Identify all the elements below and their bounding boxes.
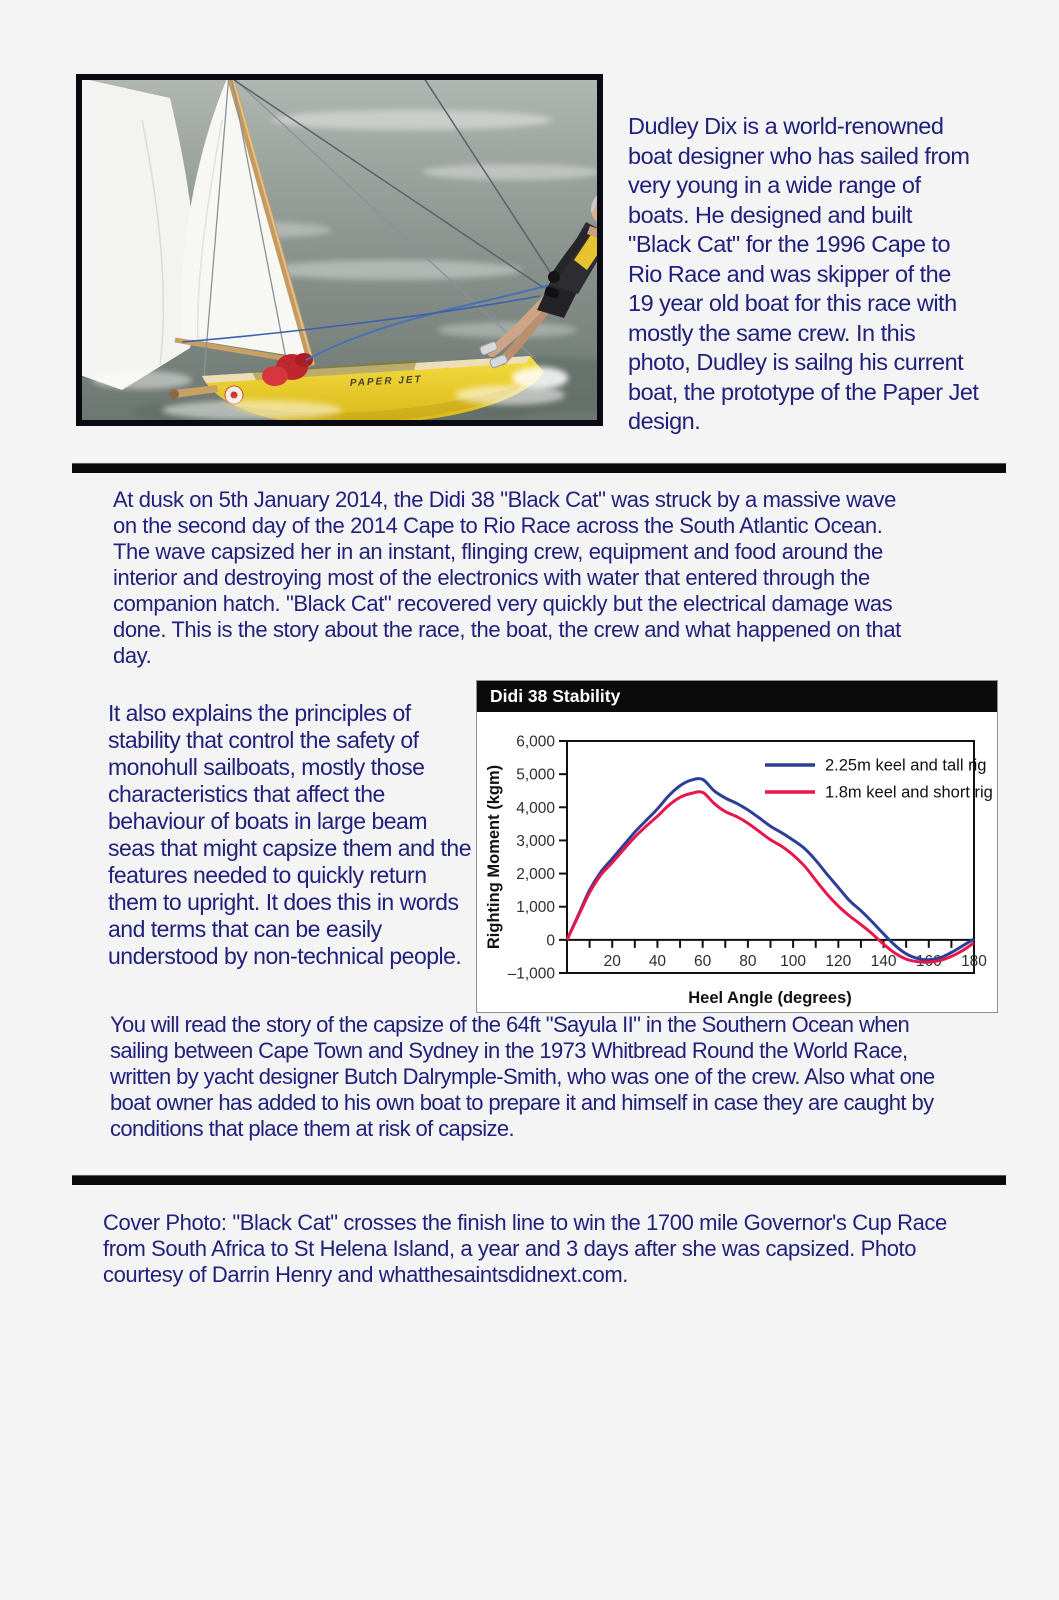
cover-photo-caption: Cover Photo: "Black Cat" crosses the finish line to win the 1700 mile Governor's Cup Race from South Africa to St Helena Island, a year and 3 days after she was capsized. Photo courtesy of Darrin Henry and whatthesaintsdidnext.com. <box>103 1210 947 1287</box>
svg-text:40: 40 <box>648 952 667 970</box>
divider-top <box>72 463 1006 473</box>
series-2-25m-keel-and-tall-rig <box>567 779 974 960</box>
chart-title: Didi 38 Stability <box>490 686 621 706</box>
intro-paragraph: Dudley Dix is a world-renowned boat designer who has sailed from very young in a wide range of boats. He designed and built "Black Cat" for the 1996 Cape to Rio Race and was skipper of the 19 year old boat for this race with mostly the same crew. In this photo, Dudley is sailng his current boat, the prototype of the Paper Jet design. <box>628 113 979 434</box>
glove <box>548 271 560 283</box>
svg-text:0: 0 <box>546 932 555 950</box>
svg-text:100: 100 <box>780 952 807 970</box>
svg-text:20: 20 <box>603 952 621 970</box>
sailing-photo-frame <box>76 74 603 426</box>
svg-text:–1,000: –1,000 <box>507 965 555 983</box>
svg-text:140: 140 <box>870 952 897 970</box>
svg-text:3,000: 3,000 <box>516 832 555 850</box>
svg-text:160: 160 <box>915 952 942 970</box>
svg-text:5,000: 5,000 <box>516 766 555 784</box>
chart-title-bar <box>477 681 997 712</box>
series-1-8m-keel-and-short-rig <box>567 792 974 963</box>
svg-text:80: 80 <box>739 952 757 970</box>
svg-text:180: 180 <box>961 952 987 970</box>
chart-ylabel: Righting Moment (kgm) <box>485 764 503 950</box>
svg-text:120: 120 <box>825 952 852 970</box>
svg-text:6,000: 6,000 <box>516 733 555 751</box>
divider-bottom <box>72 1175 1006 1185</box>
stability-chart <box>476 680 998 1013</box>
svg-text:1,000: 1,000 <box>516 899 555 917</box>
legend-label: 2.25m keel and tall rig <box>825 756 987 775</box>
boat-name: PAPER JET <box>349 374 423 389</box>
paragraph-capsize-story: At dusk on 5th January 2014, the Didi 38 "Black Cat" was struck by a massive wave on the second day of the 2014 Cape to Rio Race across the South Atlantic Ocean. The wave capsized her in an instant, flinging crew, equipment and food around the interior and destroying most of the electronics with water that entered through the companion hatch. "Black Cat" recovered very quickly but the electrical damage was done. This is the story about the race, the boat, the crew and what happened on that day. <box>113 487 901 668</box>
chart-xlabel: Heel Angle (degrees) <box>688 989 852 1007</box>
svg-text:4,000: 4,000 <box>516 799 555 817</box>
svg-text:2,000: 2,000 <box>516 866 555 884</box>
paragraph-stability-principles: It also explains the principles of stability that control the safety of monohull sailboats, mostly those characteristics that affect the behaviour of boats in large beam seas that might capsize them and the features needed to quickly return them to upright. It does this in words and terms that can be easily understood by non-technical people. <box>108 700 471 969</box>
legend-label: 1.8m keel and short rig <box>825 783 993 802</box>
stability-chart-plot <box>477 712 997 1012</box>
svg-text:60: 60 <box>694 952 712 970</box>
paragraph-sayula-story: You will read the story of the capsize of the 64ft "Sayula II" in the Southern Ocean when sailing between Cape Town and Sydney in the 1973 Whitbread Round the World Race, written by yacht designer Butch Dalrymple-Smith, who was one of the crew. Also what one boat owner has added to his own boat to prepare it and himself in case they are caught by conditions that place them at risk of capsize. <box>110 1012 935 1141</box>
sailing-photo-illustration <box>82 80 597 420</box>
